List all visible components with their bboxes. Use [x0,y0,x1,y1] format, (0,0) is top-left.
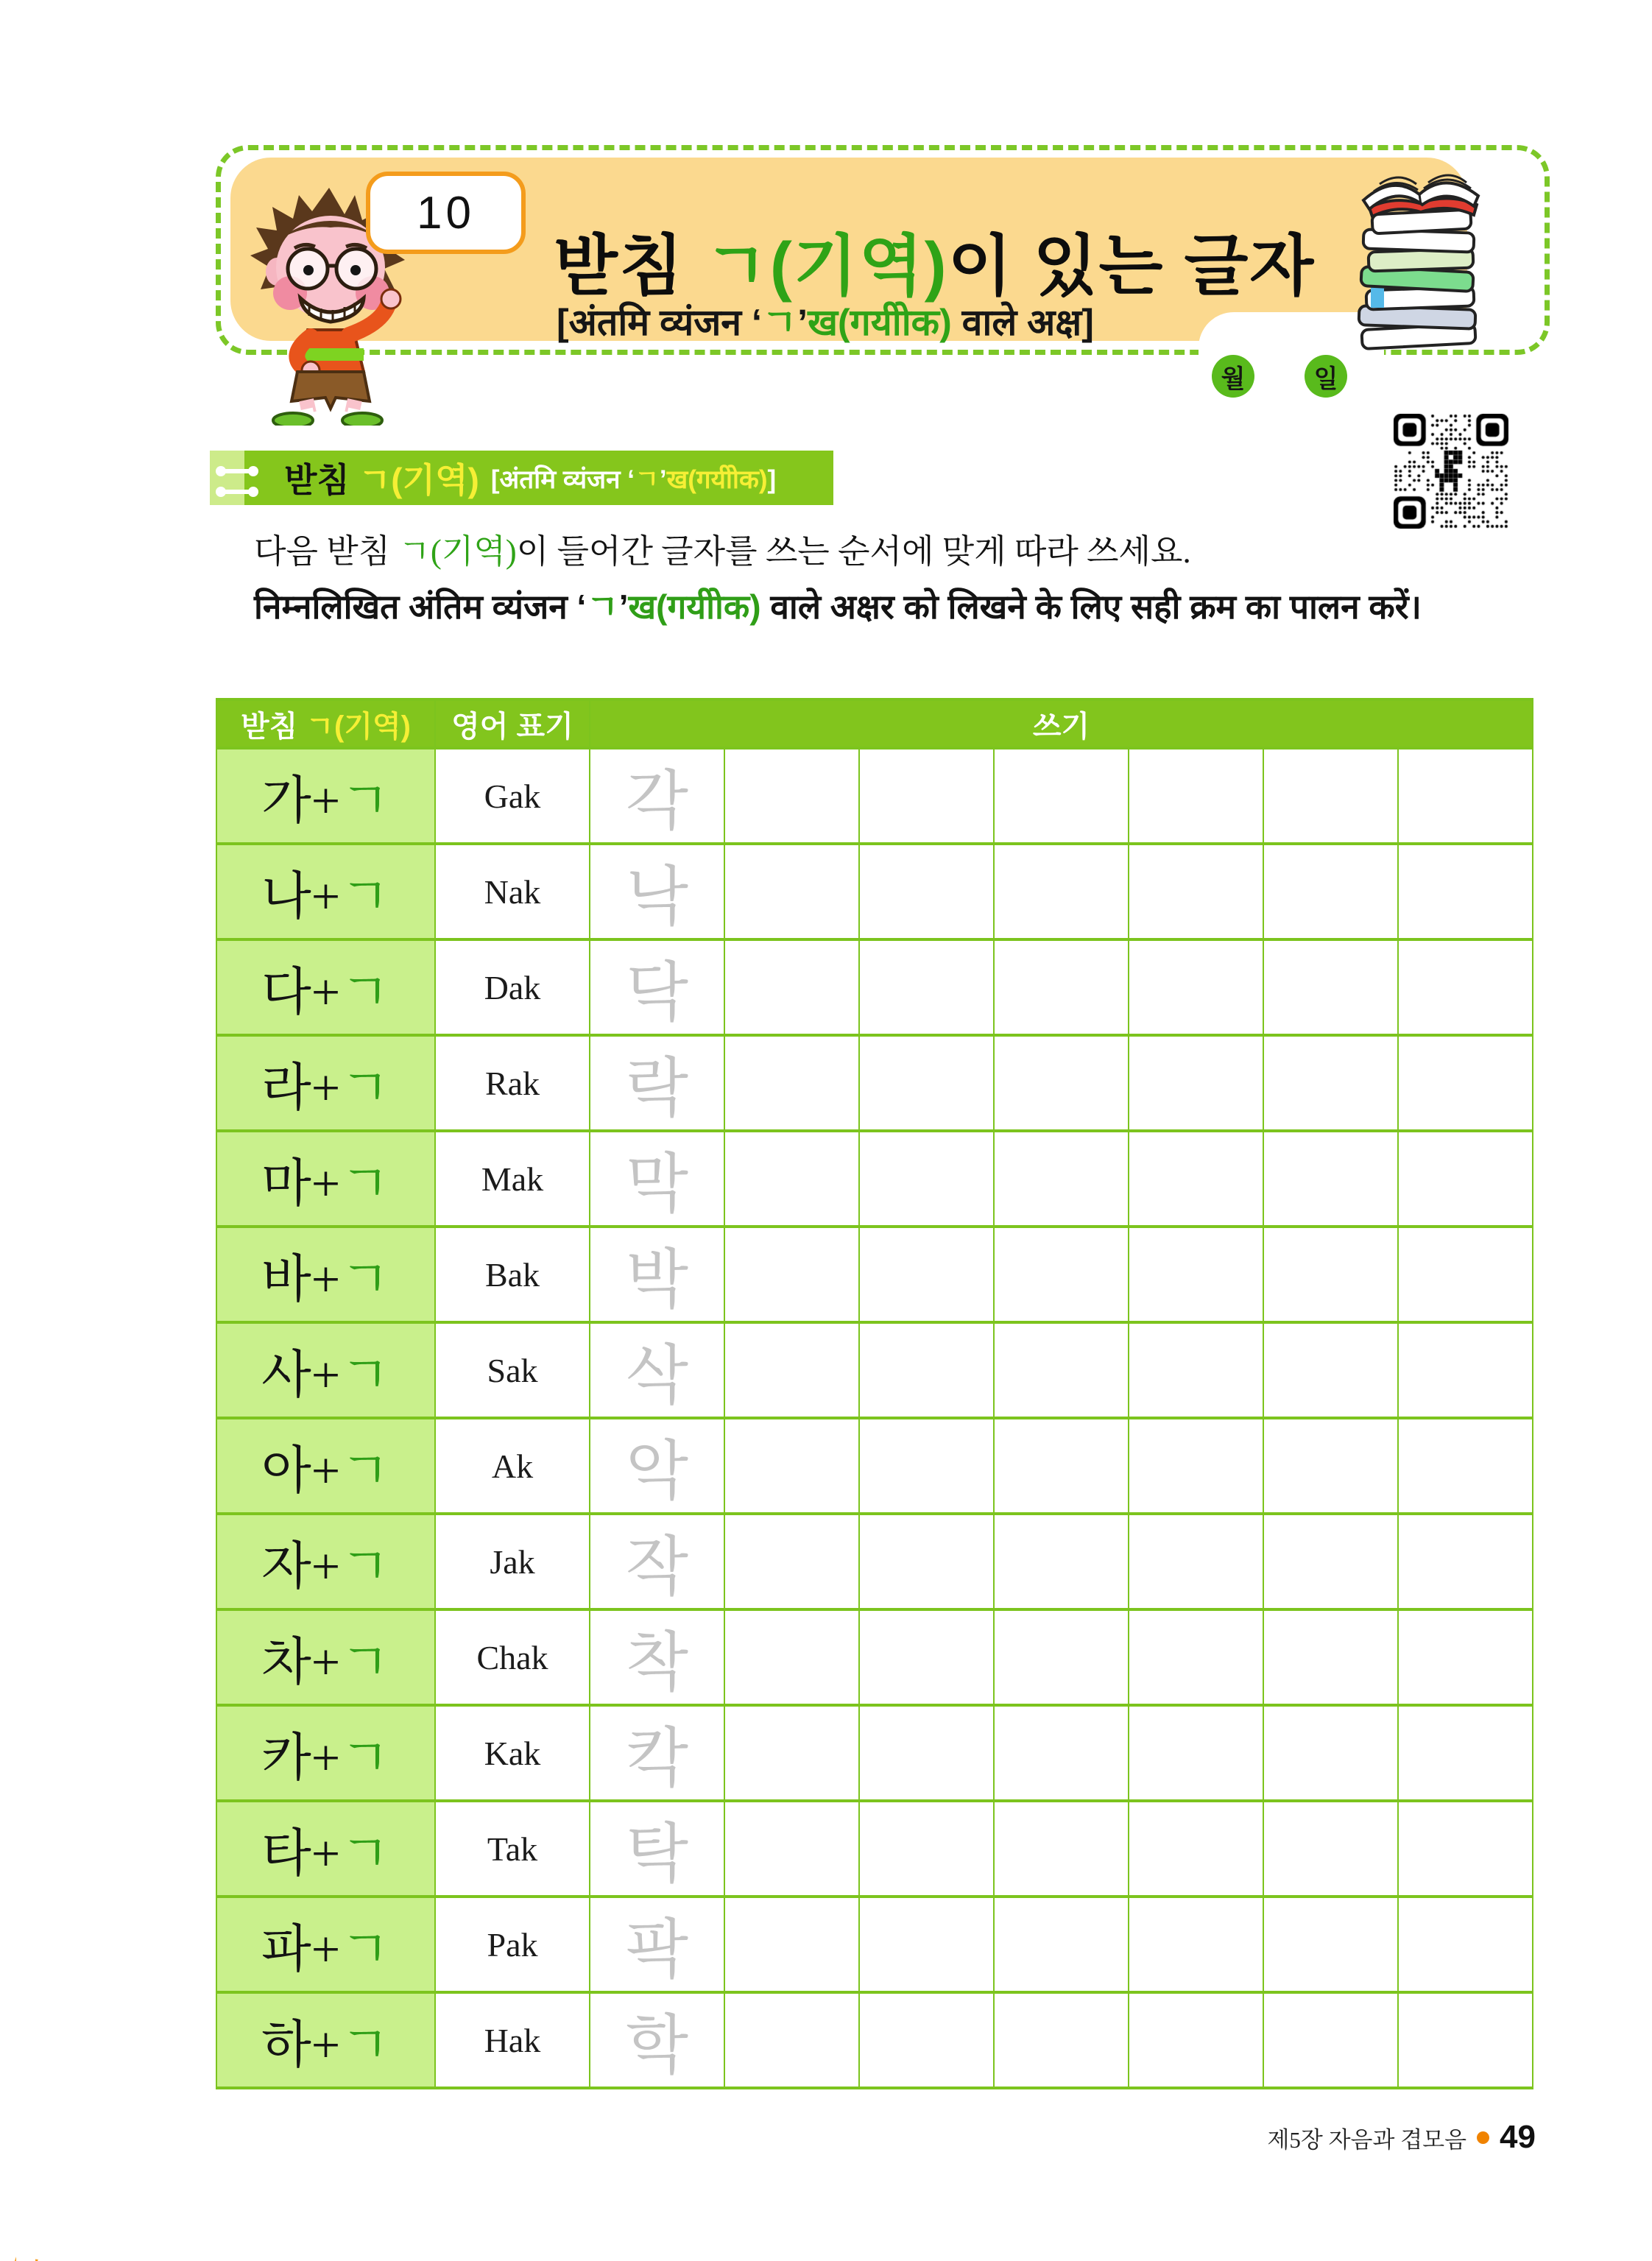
trace-character-cell: 착 [590,1609,724,1705]
write-cell [1398,1705,1533,1801]
trace-character-cell: 막 [590,1131,724,1227]
write-cell [1129,1035,1263,1131]
table-row [216,1227,1533,1322]
table-row [216,1705,1533,1801]
write-cell [724,1227,859,1322]
table-row [216,748,1533,844]
table-header-row [216,699,1533,748]
write-cell [724,1705,859,1801]
trace-character-cell: 박 [590,1227,724,1322]
romanization-cell: Kak [435,1705,590,1801]
write-cell [724,1609,859,1705]
write-cell [1129,1609,1263,1705]
writing-table [216,698,1533,2089]
trace-character-cell: 각 [590,748,724,844]
write-cell [994,1514,1129,1609]
table-row [216,1418,1533,1514]
syllable-cell: 파+ㄱ [216,1897,435,1992]
table-row [216,1801,1533,1897]
romanization-cell: Rak [435,1035,590,1131]
speech-bubble [366,172,526,254]
table-row [216,1035,1533,1131]
write-cell [1129,1227,1263,1322]
write-cell [724,1801,859,1897]
instruction-hindi: निम्नलिखित अंतिम व्यंजन ‘ㄱ’ख(गयीोक) वाले अक्षर को लिखने के लिए सही क्रम का पालन करें। [254,588,1422,626]
write-cell [859,939,994,1035]
write-cell [724,1322,859,1418]
write-cell [859,1227,994,1322]
table-row [216,844,1533,939]
write-cell [994,748,1129,844]
section-korean-label: 받침 [284,461,350,499]
write-cell [859,1609,994,1705]
write-cell [1129,1992,1263,2088]
binding-icon [218,469,256,473]
write-cell [1398,1609,1533,1705]
write-cell [859,1322,994,1418]
syllable-cell: 차+ㄱ [216,1609,435,1705]
romanization-cell: Gak [435,748,590,844]
speech-bubble-tail-icon [10,2257,43,2261]
write-cell [724,1035,859,1131]
section-hindi-label: [अंतमि व्यंजन ‘ㄱ’ख(गयीोक)] [490,465,777,494]
romanization-cell: Pak [435,1897,590,1992]
trace-character-cell: 칵 [590,1705,724,1801]
write-cell [1263,1897,1398,1992]
write-cell [1263,1992,1398,2088]
romanization-cell: Tak [435,1801,590,1897]
write-cell [724,1897,859,1992]
table-row [216,1609,1533,1705]
section-bar-strip [210,451,244,505]
write-cell [1263,1801,1398,1897]
write-cell [724,939,859,1035]
syllable-cell: 라+ㄱ [216,1035,435,1131]
syllable-cell: 하+ㄱ [216,1992,435,2088]
write-cell [994,1131,1129,1227]
write-cell [859,1131,994,1227]
write-cell [1263,1418,1398,1514]
write-cell [724,748,859,844]
syllable-cell: 사+ㄱ [216,1322,435,1418]
romanization-cell: Hak [435,1992,590,2088]
write-cell [724,844,859,939]
trace-character-cell: 닥 [590,939,724,1035]
syllable-cell: 바+ㄱ [216,1227,435,1322]
header-writing: 쓰기 [590,699,1533,748]
write-cell [1129,844,1263,939]
syllable-cell: 나+ㄱ [216,844,435,939]
write-cell [859,844,994,939]
title-black2: 이 있는 글자 [947,230,1316,303]
title-green: ㄱ(기역) [704,230,948,303]
write-cell [994,1897,1129,1992]
syllable-cell: 자+ㄱ [216,1514,435,1609]
write-cell [1398,1514,1533,1609]
romanization-cell: Mak [435,1131,590,1227]
write-cell [1263,1227,1398,1322]
write-cell [1398,1897,1533,1992]
write-cell [859,1705,994,1801]
syllable-cell: 다+ㄱ [216,939,435,1035]
write-cell [724,1514,859,1609]
romanization-cell: Ak [435,1418,590,1514]
romanization-cell: Dak [435,939,590,1035]
write-cell [994,844,1129,939]
trace-character-cell: 악 [590,1418,724,1514]
write-cell [859,748,994,844]
header-english: 영어 표기 [435,699,590,748]
section-korean-highlight: ㄱ(기역) [358,461,479,499]
table-row [216,939,1533,1035]
write-cell [1398,939,1533,1035]
write-cell [1129,1514,1263,1609]
romanization-cell: Jak [435,1514,590,1609]
romanization-cell: Chak [435,1609,590,1705]
write-cell [859,1801,994,1897]
write-cell [859,1035,994,1131]
write-cell [724,1418,859,1514]
footer-bullet-icon [1477,2131,1489,2144]
write-cell [1398,1322,1533,1418]
trace-character-cell: 작 [590,1514,724,1609]
write-cell [1129,1322,1263,1418]
write-cell [1263,1322,1398,1418]
write-cell [859,1897,994,1992]
write-cell [1398,1131,1533,1227]
binding-icon [218,490,256,494]
write-cell [994,1227,1129,1322]
write-cell [1129,1418,1263,1514]
write-cell [994,1609,1129,1705]
write-cell [994,1418,1129,1514]
write-cell [1129,939,1263,1035]
write-cell [1398,1992,1533,2088]
write-cell [1263,844,1398,939]
write-cell [1263,748,1398,844]
write-cell [1398,1227,1533,1322]
table-row [216,1131,1533,1227]
write-cell [994,939,1129,1035]
write-cell [1398,844,1533,939]
write-cell [859,1514,994,1609]
write-cell [1263,1131,1398,1227]
qr-code [1394,414,1508,529]
header-batchim: 받침 ㄱ(기역) [216,699,435,748]
write-cell [1263,1035,1398,1131]
write-cell [994,1801,1129,1897]
trace-character-cell: 삭 [590,1322,724,1418]
table-row [216,1322,1533,1418]
table-row [216,1514,1533,1609]
title-black1: 받침 [554,230,705,303]
trace-character-cell: 락 [590,1035,724,1131]
instruction-korean: 다음 받침 ㄱ(기역)이 들어간 글자를 쓰는 순서에 맞게 따라 쓰세요. [254,533,1191,570]
write-cell [1129,1705,1263,1801]
write-cell [859,1992,994,2088]
books-stack-illustration [1341,162,1503,355]
write-cell [1398,1418,1533,1514]
write-cell [994,1322,1129,1418]
write-cell [1398,1801,1533,1897]
write-cell [1129,1801,1263,1897]
write-cell [1263,1514,1398,1609]
write-cell [1263,1705,1398,1801]
write-cell [1398,1035,1533,1131]
month-badge: 월 [1212,355,1254,398]
syllable-cell: 카+ㄱ [216,1705,435,1801]
romanization-cell: Sak [435,1322,590,1418]
day-badge: 일 [1305,355,1347,398]
write-cell [994,1705,1129,1801]
page-footer [1267,2119,1536,2156]
page-subtitle: [अंतमि व्यंजन ‘ㄱ’ख(गयीोक) वाले अक्ष] [557,302,1094,343]
write-cell [724,1131,859,1227]
trace-character-cell: 낙 [590,844,724,939]
write-cell [994,1992,1129,2088]
romanization-cell: Nak [435,844,590,939]
section-header [244,451,833,505]
lesson-number: 10 [417,187,475,239]
write-cell [1398,748,1533,844]
write-cell [994,1035,1129,1131]
write-cell [859,1418,994,1514]
syllable-cell: 가+ㄱ [216,748,435,844]
write-cell [1129,748,1263,844]
romanization-cell: Bak [435,1227,590,1322]
syllable-cell: 타+ㄱ [216,1801,435,1897]
chapter-label: 제5장 자음과 겹모음 [1267,2126,1467,2153]
trace-character-cell: 탁 [590,1801,724,1897]
trace-character-cell: 팍 [590,1897,724,1992]
write-cell [1263,939,1398,1035]
syllable-cell: 마+ㄱ [216,1131,435,1227]
trace-character-cell: 학 [590,1992,724,2088]
write-cell [724,1992,859,2088]
table-row [216,1897,1533,1992]
write-cell [1129,1131,1263,1227]
syllable-cell: 아+ㄱ [216,1418,435,1514]
table-row [216,1992,1533,2088]
write-cell [1129,1897,1263,1992]
page-number: 49 [1500,2119,1536,2155]
write-cell [1263,1609,1398,1705]
